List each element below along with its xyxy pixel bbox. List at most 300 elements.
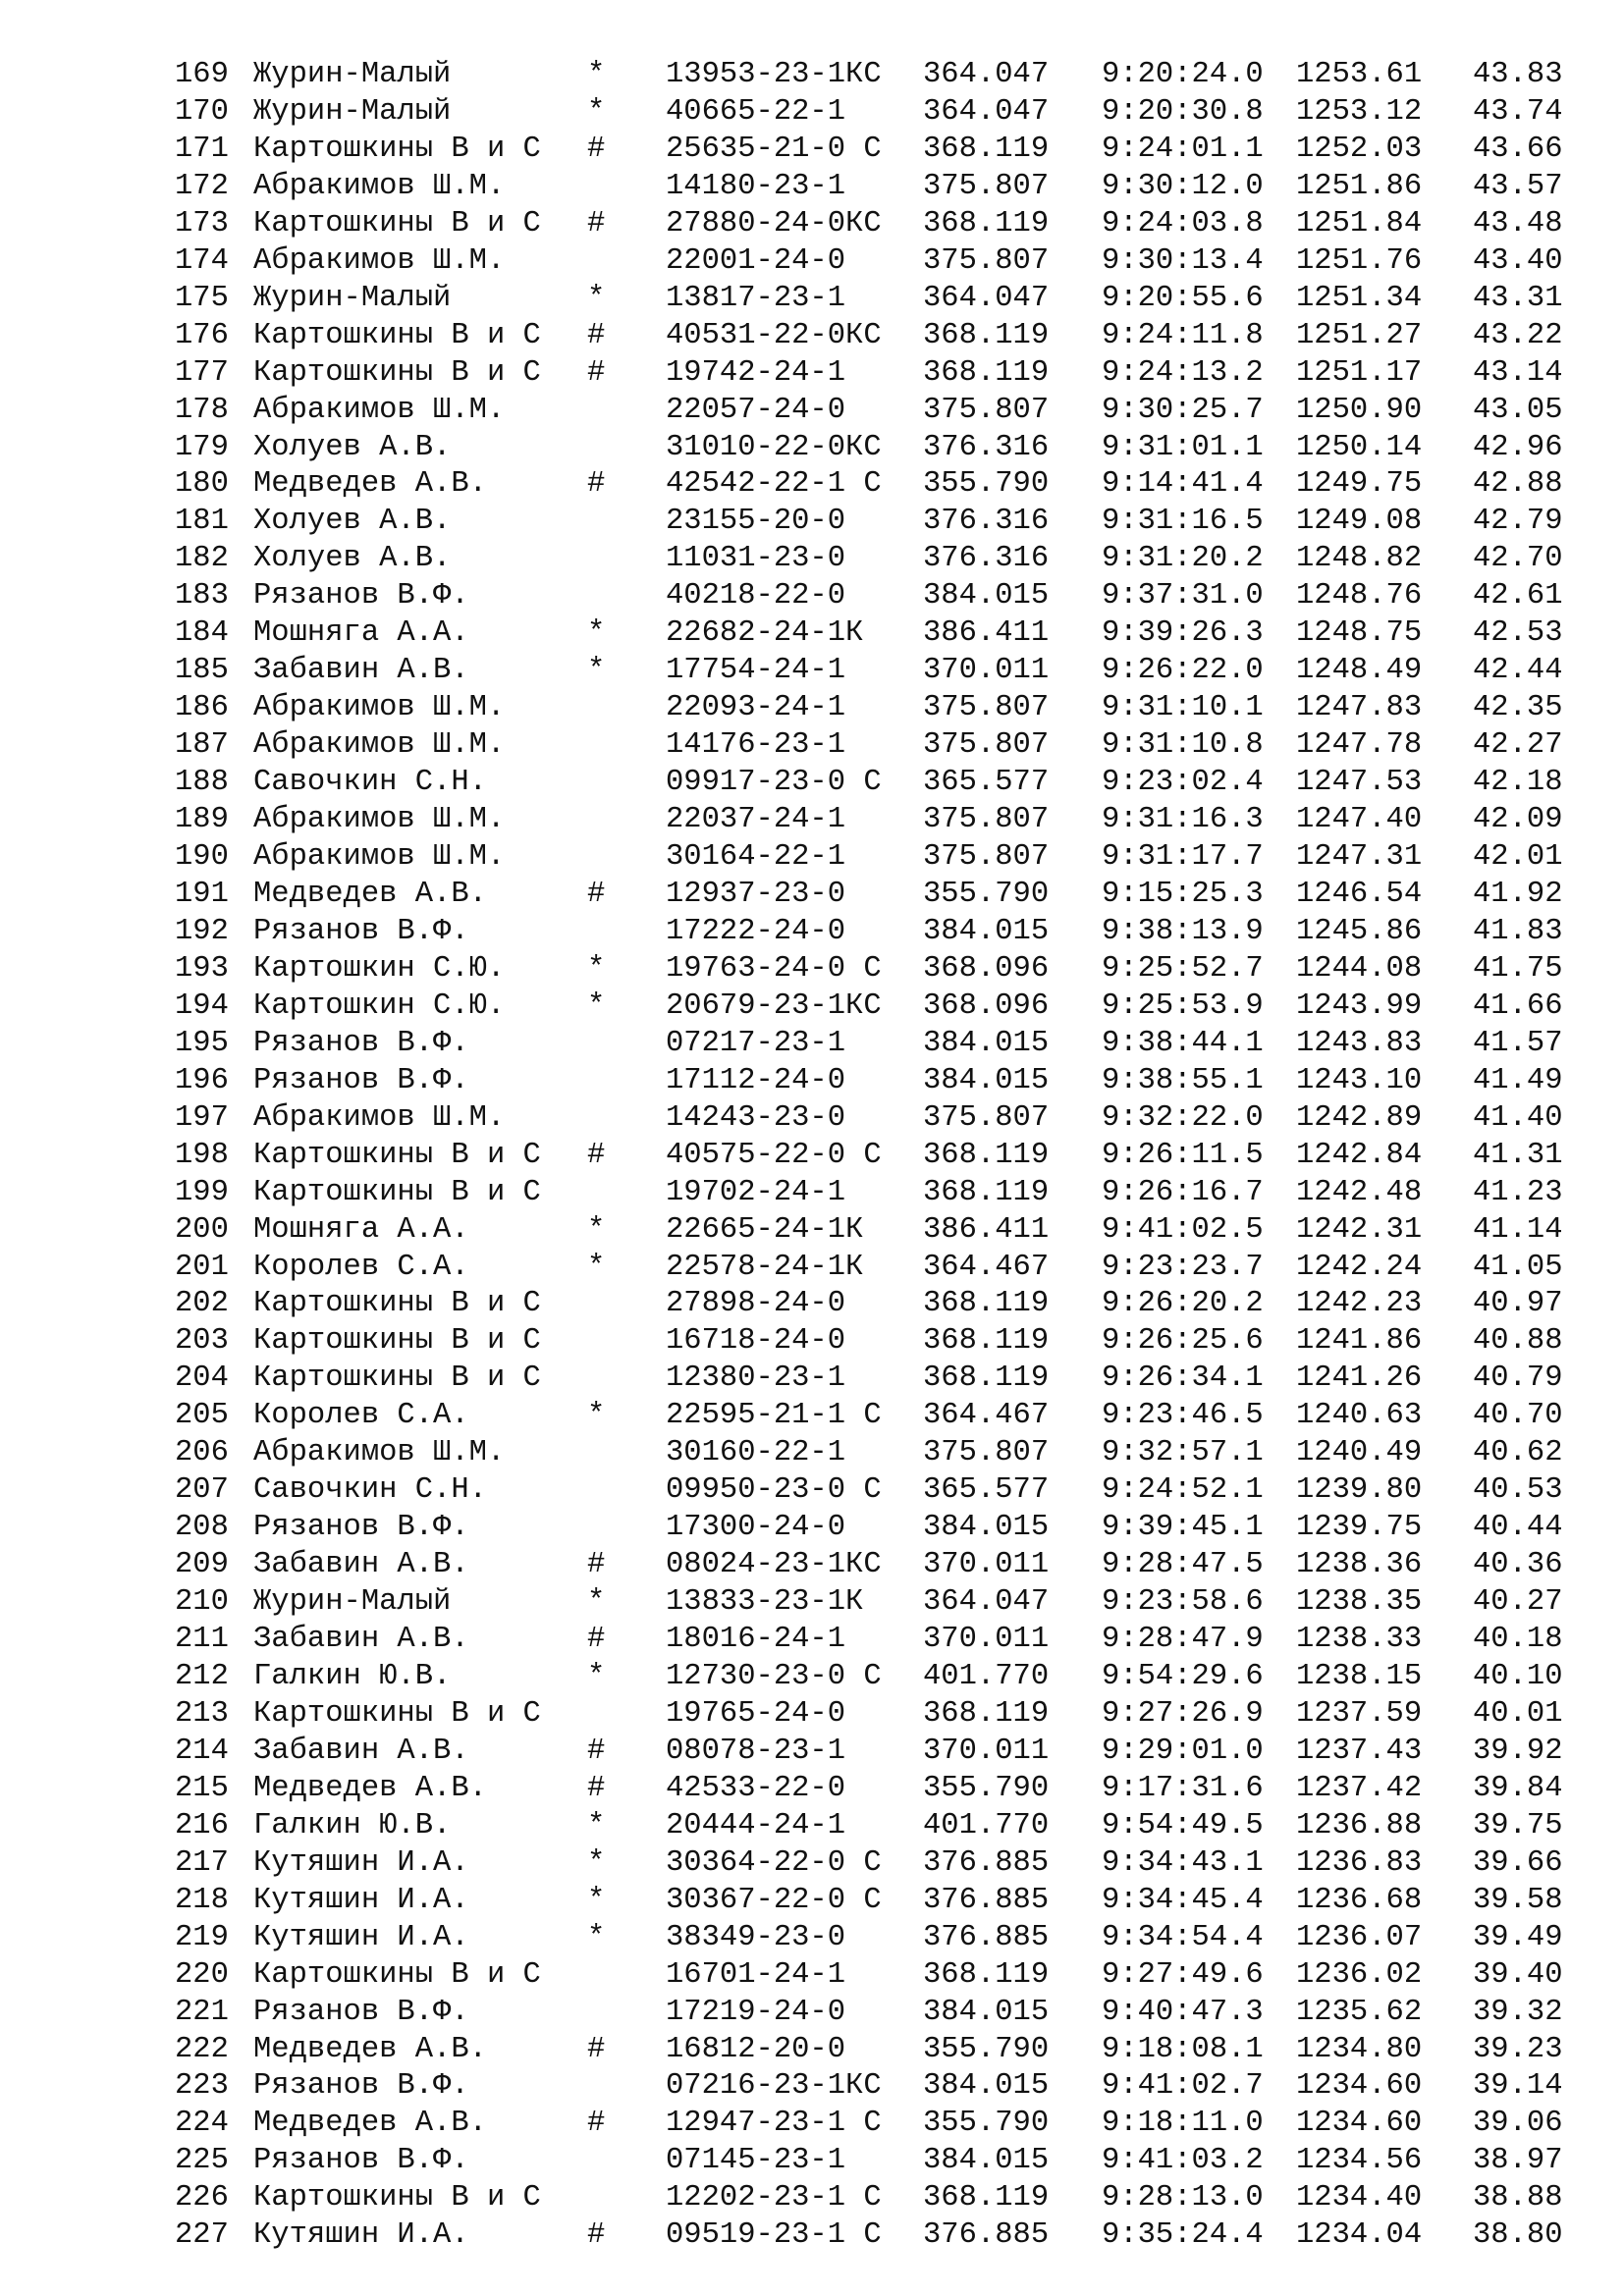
place-number: 196 (175, 1063, 229, 1097)
points-value: 40.88 (1473, 1324, 1563, 1359)
distance-km: 370.011 (923, 1548, 1050, 1582)
distance-km: 364.047 (923, 281, 1050, 315)
fancier-name: Кутяшин И.А. (253, 1845, 469, 1880)
fancier-name: Королев С.А. (253, 1399, 469, 1433)
speed-value: 1238.15 (1296, 1659, 1423, 1693)
speed-value: 1236.07 (1296, 1920, 1423, 1954)
fancier-name: Савочкин С.Н. (253, 1473, 487, 1508)
ring-number: 17219-24-0 (666, 1995, 846, 2029)
ring-number: 40665-22-1 (666, 94, 846, 129)
arrival-time: 9:20:30.8 (1102, 94, 1264, 129)
result-row (0, 2180, 1624, 2217)
result-row (0, 1622, 1624, 1659)
result-row (0, 2068, 1624, 2106)
points-value: 39.06 (1473, 2107, 1563, 2141)
result-row (0, 2106, 1624, 2143)
ring-number: 18016-24-1 (666, 1623, 846, 1657)
ring-number: 30164-22-1 (666, 840, 846, 875)
distance-km: 355.790 (923, 1771, 1050, 1805)
speed-value: 1244.08 (1296, 951, 1423, 986)
distance-km: 368.119 (923, 132, 1050, 166)
result-row (0, 132, 1624, 169)
speed-value: 1247.78 (1296, 728, 1423, 763)
points-value: 43.40 (1473, 243, 1563, 278)
fancier-name: Рязанов В.Ф. (253, 1026, 469, 1060)
result-row (0, 2032, 1624, 2069)
arrival-time: 9:32:22.0 (1102, 1100, 1264, 1135)
arrival-time: 9:28:13.0 (1102, 2181, 1264, 2216)
ring-number: 30160-22-1 (666, 1436, 846, 1470)
fancier-name: Медведев А.В. (253, 2032, 487, 2066)
points-value: 42.79 (1473, 505, 1563, 539)
place-number: 198 (175, 1138, 229, 1172)
entry-mark: * (587, 951, 606, 986)
ring-number: 22595-21-1 С (666, 1399, 882, 1433)
points-value: 39.23 (1473, 2032, 1563, 2066)
place-number: 180 (175, 467, 229, 502)
fancier-name: Забавин А.В. (253, 654, 469, 688)
arrival-time: 9:26:25.6 (1102, 1324, 1264, 1359)
ring-number: 13817-23-1 (666, 281, 846, 315)
speed-value: 1249.75 (1296, 467, 1423, 502)
place-number: 204 (175, 1362, 229, 1396)
arrival-time: 9:26:34.1 (1102, 1362, 1264, 1396)
result-row (0, 914, 1624, 951)
result-row (0, 1323, 1624, 1361)
points-value: 41.66 (1473, 988, 1563, 1023)
arrival-time: 9:27:49.6 (1102, 1957, 1264, 1992)
place-number: 225 (175, 2144, 229, 2178)
place-number: 181 (175, 505, 229, 539)
distance-km: 375.807 (923, 691, 1050, 725)
distance-km: 368.119 (923, 1696, 1050, 1731)
distance-km: 368.096 (923, 988, 1050, 1023)
speed-value: 1248.82 (1296, 542, 1423, 576)
place-number: 207 (175, 1473, 229, 1508)
distance-km: 364.047 (923, 58, 1050, 91)
result-row (0, 578, 1624, 615)
points-value: 40.44 (1473, 1511, 1563, 1545)
points-value: 40.70 (1473, 1399, 1563, 1433)
result-row (0, 727, 1624, 765)
points-value: 41.57 (1473, 1026, 1563, 1060)
points-value: 41.31 (1473, 1138, 1563, 1172)
place-number: 212 (175, 1659, 229, 1693)
arrival-time: 9:30:12.0 (1102, 169, 1264, 203)
arrival-time: 9:34:45.4 (1102, 1883, 1264, 1917)
result-row (0, 1920, 1624, 1957)
distance-km: 384.015 (923, 579, 1050, 614)
speed-value: 1238.35 (1296, 1585, 1423, 1620)
distance-km: 375.807 (923, 393, 1050, 427)
speed-value: 1242.48 (1296, 1175, 1423, 1209)
result-row (0, 839, 1624, 877)
result-row (0, 1286, 1624, 1323)
result-row (0, 1250, 1624, 1287)
ring-number: 19742-24-1 (666, 355, 846, 390)
points-value: 40.53 (1473, 1473, 1563, 1508)
speed-value: 1241.26 (1296, 1362, 1423, 1396)
speed-value: 1238.36 (1296, 1548, 1423, 1582)
fancier-name: Савочкин С.Н. (253, 766, 487, 800)
place-number: 175 (175, 281, 229, 315)
ring-number: 09519-23-1 С (666, 2218, 882, 2253)
points-value: 38.80 (1473, 2218, 1563, 2253)
arrival-time: 9:24:11.8 (1102, 318, 1264, 352)
distance-km: 375.807 (923, 1100, 1050, 1135)
speed-value: 1250.14 (1296, 430, 1423, 464)
arrival-time: 9:20:55.6 (1102, 281, 1264, 315)
arrival-time: 9:18:11.0 (1102, 2107, 1264, 2141)
arrival-time: 9:24:52.1 (1102, 1473, 1264, 1508)
fancier-name: Рязанов В.Ф. (253, 914, 469, 948)
distance-km: 376.316 (923, 430, 1050, 464)
speed-value: 1234.56 (1296, 2144, 1423, 2178)
speed-value: 1242.24 (1296, 1250, 1423, 1284)
arrival-time: 9:39:26.3 (1102, 616, 1264, 651)
fancier-name: Холуев А.В. (253, 430, 452, 464)
ring-number: 07217-23-1 (666, 1026, 846, 1060)
ring-number: 11031-23-0 (666, 542, 846, 576)
ring-number: 08078-23-1 (666, 1734, 846, 1768)
speed-value: 1245.86 (1296, 914, 1423, 948)
place-number: 215 (175, 1771, 229, 1805)
arrival-time: 9:28:47.5 (1102, 1548, 1264, 1582)
arrival-time: 9:41:03.2 (1102, 2144, 1264, 2178)
speed-value: 1251.34 (1296, 281, 1423, 315)
fancier-name: Абракимов Ш.М. (253, 803, 506, 837)
entry-mark: * (587, 1250, 606, 1284)
place-number: 179 (175, 430, 229, 464)
speed-value: 1252.03 (1296, 132, 1423, 166)
ring-number: 08024-23-1КС (666, 1548, 882, 1582)
arrival-time: 9:27:26.9 (1102, 1696, 1264, 1731)
entry-mark: * (587, 1212, 606, 1247)
distance-km: 376.885 (923, 2218, 1050, 2253)
ring-number: 19702-24-1 (666, 1175, 846, 1209)
speed-value: 1241.86 (1296, 1324, 1423, 1359)
speed-value: 1239.80 (1296, 1473, 1423, 1508)
arrival-time: 9:38:55.1 (1102, 1063, 1264, 1097)
place-number: 218 (175, 1883, 229, 1917)
distance-km: 375.807 (923, 803, 1050, 837)
arrival-time: 9:41:02.5 (1102, 1212, 1264, 1247)
entry-mark: # (587, 2218, 606, 2253)
entry-mark: * (587, 1399, 606, 1433)
ring-number: 12947-23-1 С (666, 2107, 882, 2141)
fancier-name: Забавин А.В. (253, 1548, 469, 1582)
distance-km: 384.015 (923, 1026, 1050, 1060)
result-row (0, 802, 1624, 839)
result-row (0, 1510, 1624, 1547)
points-value: 40.27 (1473, 1585, 1563, 1620)
entry-mark: # (587, 1734, 606, 1768)
fancier-name: Забавин А.В. (253, 1623, 469, 1657)
result-row (0, 1696, 1624, 1734)
points-value: 42.27 (1473, 728, 1563, 763)
distance-km: 364.047 (923, 1585, 1050, 1620)
speed-value: 1237.43 (1296, 1734, 1423, 1768)
distance-km: 355.790 (923, 877, 1050, 911)
ring-number: 12730-23-0 С (666, 1659, 882, 1693)
result-row (0, 653, 1624, 690)
arrival-time: 9:31:01.1 (1102, 430, 1264, 464)
arrival-time: 9:38:44.1 (1102, 1026, 1264, 1060)
ring-number: 19765-24-0 (666, 1696, 846, 1731)
result-row (0, 1883, 1624, 1920)
fancier-name: Рязанов В.Ф. (253, 2144, 469, 2178)
speed-value: 1247.83 (1296, 691, 1423, 725)
speed-value: 1249.08 (1296, 505, 1423, 539)
distance-km: 364.467 (923, 1250, 1050, 1284)
ring-number: 17300-24-0 (666, 1511, 846, 1545)
ring-number: 07216-23-1КС (666, 2069, 882, 2104)
ring-number: 42533-22-0 (666, 1771, 846, 1805)
result-row (0, 690, 1624, 727)
fancier-name: Журин-Малый (253, 58, 452, 91)
result-row (0, 169, 1624, 206)
ring-number: 40575-22-0 С (666, 1138, 882, 1172)
ring-number: 12202-23-1 С (666, 2181, 882, 2216)
speed-value: 1237.42 (1296, 1771, 1423, 1805)
ring-number: 09950-23-0 С (666, 1473, 882, 1508)
fancier-name: Галкин Ю.В. (253, 1659, 452, 1693)
points-value: 43.05 (1473, 393, 1563, 427)
place-number: 176 (175, 318, 229, 352)
ring-number: 16812-20-0 (666, 2032, 846, 2066)
entry-mark: * (587, 1845, 606, 1880)
arrival-time: 9:26:11.5 (1102, 1138, 1264, 1172)
distance-km: 355.790 (923, 2032, 1050, 2066)
result-row (0, 393, 1624, 430)
ring-number: 14243-23-0 (666, 1100, 846, 1135)
arrival-time: 9:20:24.0 (1102, 58, 1264, 91)
speed-value: 1240.63 (1296, 1399, 1423, 1433)
place-number: 203 (175, 1324, 229, 1359)
place-number: 171 (175, 132, 229, 166)
points-value: 40.01 (1473, 1696, 1563, 1731)
points-value: 39.75 (1473, 1808, 1563, 1842)
ring-number: 40218-22-0 (666, 579, 846, 614)
fancier-name: Картошкины В и С (253, 132, 541, 166)
distance-km: 386.411 (923, 616, 1050, 651)
speed-value: 1242.84 (1296, 1138, 1423, 1172)
result-row (0, 541, 1624, 578)
distance-km: 364.047 (923, 94, 1050, 129)
points-value: 40.10 (1473, 1659, 1563, 1693)
speed-value: 1247.31 (1296, 840, 1423, 875)
speed-value: 1243.83 (1296, 1026, 1423, 1060)
place-number: 188 (175, 766, 229, 800)
arrival-time: 9:30:25.7 (1102, 393, 1264, 427)
place-number: 185 (175, 654, 229, 688)
fancier-name: Галкин Ю.В. (253, 1808, 452, 1842)
entry-mark: # (587, 1771, 606, 1805)
distance-km: 401.770 (923, 1659, 1050, 1693)
speed-value: 1235.62 (1296, 1995, 1423, 2029)
entry-mark: # (587, 355, 606, 390)
result-row (0, 318, 1624, 355)
arrival-time: 9:31:16.3 (1102, 803, 1264, 837)
speed-value: 1234.80 (1296, 2032, 1423, 2066)
result-row (0, 615, 1624, 653)
distance-km: 375.807 (923, 1436, 1050, 1470)
points-value: 43.31 (1473, 281, 1563, 315)
speed-value: 1250.90 (1296, 393, 1423, 427)
place-number: 170 (175, 94, 229, 129)
fancier-name: Кутяшин И.А. (253, 2218, 469, 2253)
place-number: 210 (175, 1585, 229, 1620)
place-number: 208 (175, 1511, 229, 1545)
arrival-time: 9:25:52.7 (1102, 951, 1264, 986)
points-value: 39.92 (1473, 1734, 1563, 1768)
fancier-name: Медведев А.В. (253, 877, 487, 911)
fancier-name: Картошкины В и С (253, 1175, 541, 1209)
speed-value: 1246.54 (1296, 877, 1423, 911)
result-row (0, 2143, 1624, 2180)
place-number: 192 (175, 914, 229, 948)
distance-km: 368.119 (923, 206, 1050, 240)
speed-value: 1253.12 (1296, 94, 1423, 129)
distance-km: 401.770 (923, 1808, 1050, 1842)
entry-mark: * (587, 1883, 606, 1917)
entry-mark: # (587, 318, 606, 352)
distance-km: 368.119 (923, 1957, 1050, 1992)
entry-mark: * (587, 1920, 606, 1954)
result-row (0, 1472, 1624, 1510)
fancier-name: Журин-Малый (253, 1585, 452, 1620)
arrival-time: 9:31:10.1 (1102, 691, 1264, 725)
points-value: 42.96 (1473, 430, 1563, 464)
fancier-name: Абракимов Ш.М. (253, 1100, 506, 1135)
entry-mark: * (587, 281, 606, 315)
arrival-time: 9:31:17.7 (1102, 840, 1264, 875)
arrival-time: 9:41:02.7 (1102, 2069, 1264, 2104)
distance-km: 375.807 (923, 169, 1050, 203)
fancier-name: Журин-Малый (253, 281, 452, 315)
entry-mark: # (587, 2032, 606, 2066)
fancier-name: Абракимов Ш.М. (253, 1436, 506, 1470)
speed-value: 1237.59 (1296, 1696, 1423, 1731)
entry-mark: # (587, 206, 606, 240)
result-row (0, 206, 1624, 243)
points-value: 42.53 (1473, 616, 1563, 651)
result-row (0, 1659, 1624, 1696)
points-value: 39.84 (1473, 1771, 1563, 1805)
fancier-name: Абракимов Ш.М. (253, 840, 506, 875)
result-row (0, 877, 1624, 914)
result-row (0, 1734, 1624, 1771)
place-number: 191 (175, 877, 229, 911)
result-row (0, 355, 1624, 393)
points-value: 39.49 (1473, 1920, 1563, 1954)
place-number: 211 (175, 1623, 229, 1657)
place-number: 224 (175, 2107, 229, 2141)
result-row (0, 243, 1624, 281)
speed-value: 1248.49 (1296, 654, 1423, 688)
fancier-name: Картошкины В и С (253, 2181, 541, 2216)
points-value: 40.62 (1473, 1436, 1563, 1470)
fancier-name: Картошкины В и С (253, 1138, 541, 1172)
fancier-name: Рязанов В.Ф. (253, 1995, 469, 2029)
entry-mark: * (587, 988, 606, 1023)
place-number: 189 (175, 803, 229, 837)
result-row (0, 1584, 1624, 1622)
fancier-name: Рязанов В.Ф. (253, 2069, 469, 2104)
fancier-name: Картошкины В и С (253, 1324, 541, 1359)
arrival-time: 9:31:20.2 (1102, 542, 1264, 576)
ring-number: 23155-20-0 (666, 505, 846, 539)
entry-mark: # (587, 1623, 606, 1657)
speed-value: 1240.49 (1296, 1436, 1423, 1470)
distance-km: 375.807 (923, 243, 1050, 278)
points-value: 42.88 (1473, 467, 1563, 502)
speed-value: 1251.17 (1296, 355, 1423, 390)
place-number: 220 (175, 1957, 229, 1992)
place-number: 222 (175, 2032, 229, 2066)
place-number: 173 (175, 206, 229, 240)
fancier-name: Медведев А.В. (253, 467, 487, 502)
speed-value: 1242.89 (1296, 1100, 1423, 1135)
distance-km: 368.119 (923, 1138, 1050, 1172)
distance-km: 376.316 (923, 505, 1050, 539)
arrival-time: 9:15:25.3 (1102, 877, 1264, 911)
result-row (0, 1995, 1624, 2032)
distance-km: 384.015 (923, 2069, 1050, 2104)
fancier-name: Рязанов В.Ф. (253, 1511, 469, 1545)
arrival-time: 9:31:16.5 (1102, 505, 1264, 539)
fancier-name: Картошкины В и С (253, 1696, 541, 1731)
distance-km: 370.011 (923, 654, 1050, 688)
speed-value: 1251.84 (1296, 206, 1423, 240)
ring-number: 09917-23-0 С (666, 766, 882, 800)
points-value: 42.35 (1473, 691, 1563, 725)
ring-number: 12380-23-1 (666, 1362, 846, 1396)
fancier-name: Рязанов В.Ф. (253, 1063, 469, 1097)
fancier-name: Картошкины В и С (253, 206, 541, 240)
place-number: 177 (175, 355, 229, 390)
speed-value: 1236.02 (1296, 1957, 1423, 1992)
speed-value: 1242.23 (1296, 1287, 1423, 1321)
entry-mark: # (587, 132, 606, 166)
points-value: 39.32 (1473, 1995, 1563, 2029)
speed-value: 1236.83 (1296, 1845, 1423, 1880)
speed-value: 1243.10 (1296, 1063, 1423, 1097)
ring-number: 17754-24-1 (666, 654, 846, 688)
result-row (0, 57, 1624, 94)
ring-number: 22665-24-1К (666, 1212, 864, 1247)
points-value: 42.18 (1473, 766, 1563, 800)
fancier-name: Рязанов В.Ф. (253, 579, 469, 614)
fancier-name: Абракимов Ш.М. (253, 243, 506, 278)
result-row (0, 1026, 1624, 1063)
distance-km: 368.119 (923, 318, 1050, 352)
fancier-name: Холуев А.В. (253, 542, 452, 576)
points-value: 42.44 (1473, 654, 1563, 688)
fancier-name: Картошкины В и С (253, 1287, 541, 1321)
entry-mark: # (587, 877, 606, 911)
points-value: 41.92 (1473, 877, 1563, 911)
place-number: 193 (175, 951, 229, 986)
speed-value: 1247.40 (1296, 803, 1423, 837)
points-value: 42.09 (1473, 803, 1563, 837)
place-number: 194 (175, 988, 229, 1023)
place-number: 195 (175, 1026, 229, 1060)
speed-value: 1243.99 (1296, 988, 1423, 1023)
result-row (0, 1845, 1624, 1883)
result-row (0, 94, 1624, 132)
points-value: 41.40 (1473, 1100, 1563, 1135)
